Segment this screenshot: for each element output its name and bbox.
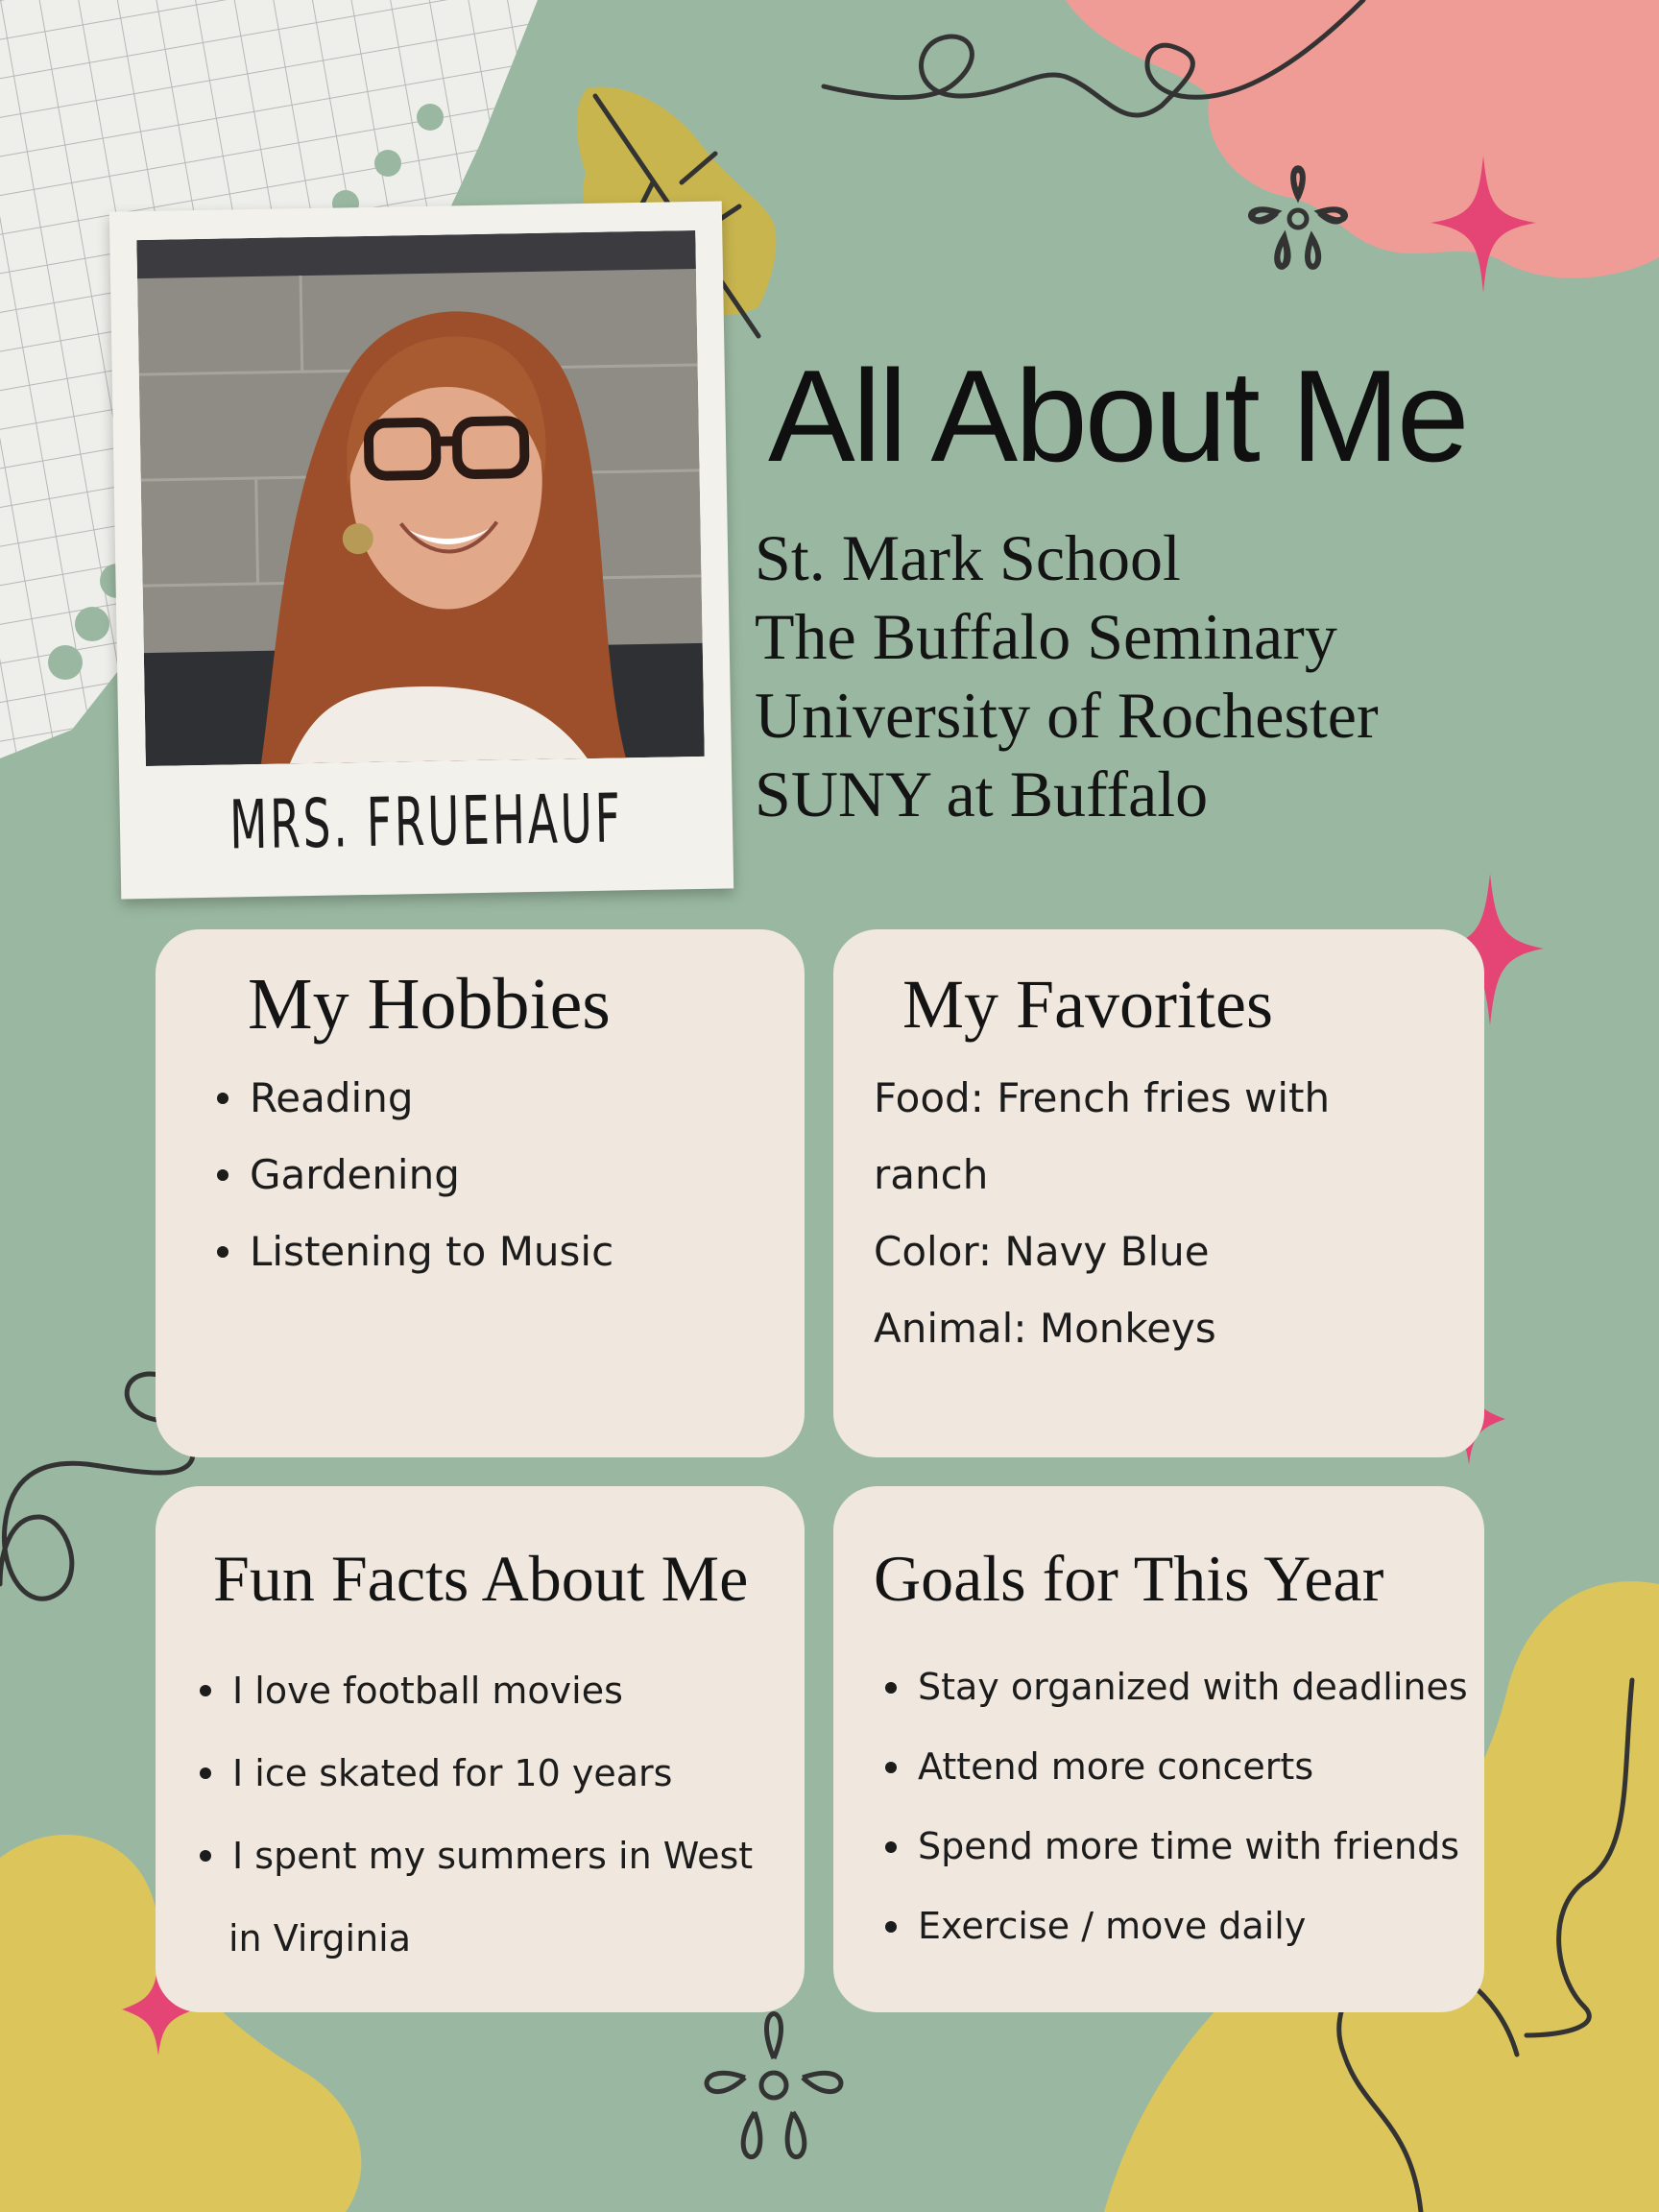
fun-facts-card [156,1486,805,2012]
goals-list [883,1647,1468,1966]
list-item: Gardening [215,1137,613,1214]
page-title: All About Me [768,343,1467,489]
list-item: I spent my summers in West [198,1815,753,1897]
schools-list [755,518,1379,833]
school-item: SUNY at Buffalo [755,757,1209,830]
fun-facts-list [198,1649,753,1980]
list-item: Listening to Music [215,1214,613,1290]
hobbies-card [156,929,805,1457]
goals-title: Goals for This Year [874,1542,1384,1615]
school-item: St. Mark School [755,521,1181,594]
fun-facts-title: Fun Facts About Me [213,1542,749,1615]
hobbies-title: My Hobbies [248,964,611,1045]
list-item: Reading [215,1060,613,1137]
list-item: Color: Navy Blue [874,1228,1210,1275]
list-item: I ice skated for 10 years [198,1732,753,1815]
list-item: Stay organized with deadlines [883,1647,1468,1727]
favorites-card [833,929,1484,1457]
list-item: ranch [874,1151,989,1198]
list-item: Attend more concerts [883,1727,1468,1807]
school-item: The Buffalo Seminary [755,600,1337,673]
list-item-continuation: in Virginia [228,1917,411,1960]
list-item: Food: French fries with [874,1074,1331,1121]
list-item: Spend more time with friends [883,1807,1468,1887]
teacher-photo [136,230,704,766]
list-item: I love football movies [198,1649,753,1732]
list-item: Exercise / move daily [883,1887,1468,1966]
photo-caption: MRS. FRUEHAUF [228,779,624,865]
favorites-list [874,1060,1330,1367]
hobbies-list [215,1060,613,1290]
list-item: Animal: Monkeys [874,1305,1216,1352]
goals-card [833,1486,1484,2012]
polaroid-frame [109,201,733,899]
favorites-title: My Favorites [902,966,1273,1043]
school-item: University of Rochester [755,679,1379,752]
